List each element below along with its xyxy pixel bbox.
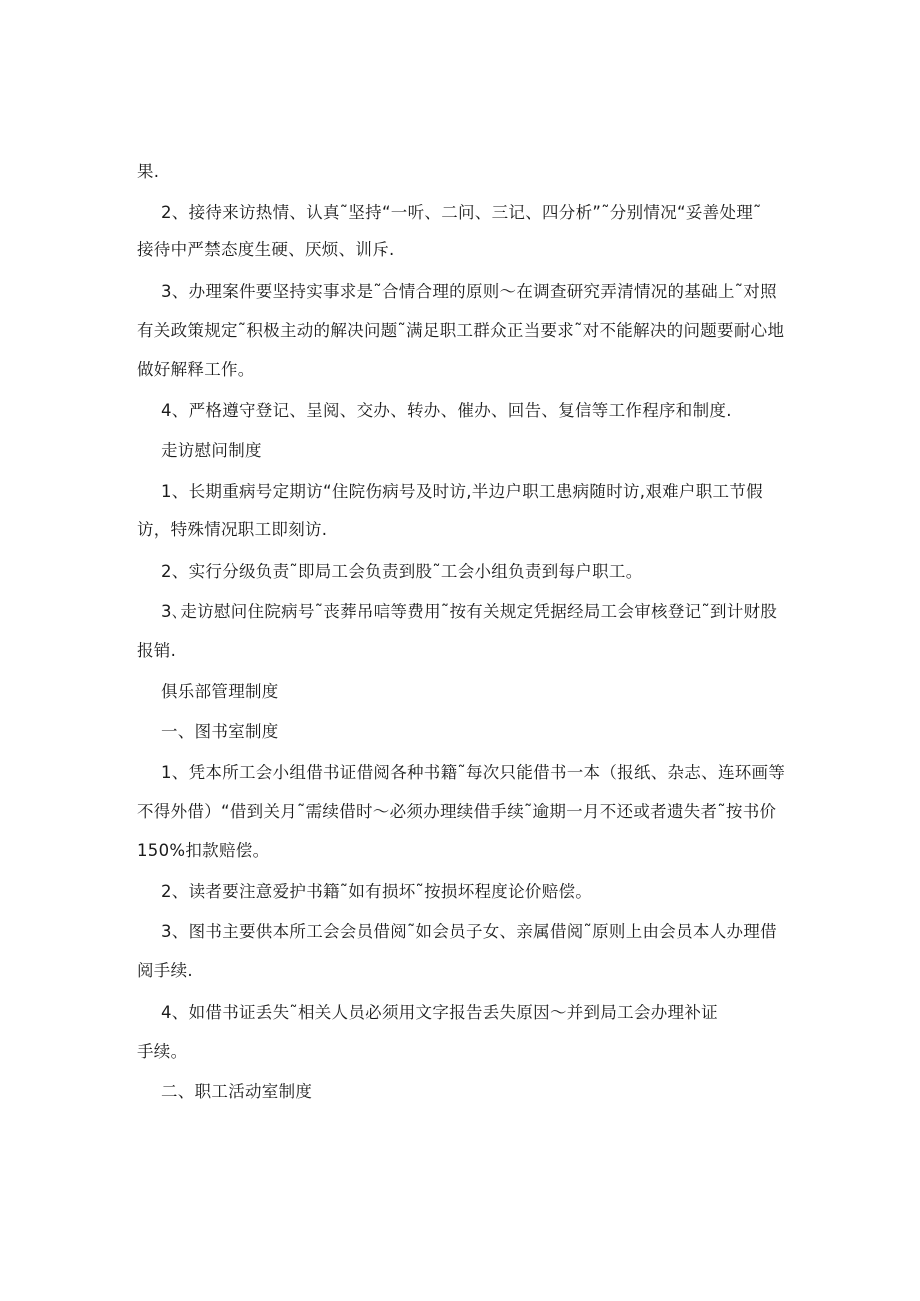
text-line-19: 2、读者要注意爱护书籍˜如有损坏˜按损坏程度论价赔偿。 (161, 882, 593, 901)
text-line-3: 接待中严禁态度生硬、厌烦、训斥. (137, 240, 395, 259)
text-line-9: 1、长期重病号定期访“住院伤病号及时访,半边户职工患病随时访,艰难户职工节假 (161, 482, 763, 501)
text-line-23: 手续。 (137, 1042, 188, 1061)
text-line-20: 3、图书主要供本所工会会员借阅˜如会员子女、亲属借阅˜原则上由会员本人办理借 (161, 922, 777, 941)
text-line-12: 3､走访慰问住院病号˜丧葬吊唁等费用˜按有关规定凭据经局工会审核登记˜到计财股 (161, 602, 778, 621)
text-line-17: 不得外借）“借到关月˜需续借时～必须办理续借手续˜逾期一月不还或者遗失者˜按书价 (137, 802, 777, 821)
text-line-4: 3、办理案件要坚持实事求是˜合情合理的原则～在调查研究弄清情况的基础上˜对照 (161, 282, 777, 301)
text-line-13: 报销. (137, 641, 177, 660)
text-line-22: 4、如借书证丢失˜相关人员必须用文字报告丢失原因～并到局工会办理补证 (161, 1003, 718, 1022)
text-line-21: 阅手续. (137, 961, 193, 980)
subsection-heading-library: 一、图书室制度 (161, 722, 279, 741)
text-line-16: 1、凭本所工会小组借书证借阅各种书籍˜每次只能借书一本（报纸、杂志、连环画等 (161, 763, 786, 782)
text-line-2: 2、接待来访热情、认真˜坚持“一听、二问、三记、四分析”˜分别情况“妥善处理˜ (161, 203, 762, 222)
text-line-6: 做好解释工作。 (137, 360, 255, 379)
text-line-11: 2、实行分级负责˜即局工会负责到股˜工会小组负责到每户职工。 (161, 562, 643, 581)
text-line-18: 150%扣款赔偿。 (137, 841, 270, 860)
text-line-7: 4、严格遵守登记、呈阅、交办、转办、催办、回告、复信等工作程序和制度. (161, 401, 732, 420)
text-line-5: 有关政策规定˜积极主动的解决问题˜满足职工群众正当要求˜对不能解决的问题要耐心地 (137, 321, 785, 340)
section-heading-visit: 走访慰问制度 (161, 441, 262, 460)
section-heading-club: 俱乐部管理制度 (161, 682, 279, 701)
subsection-heading-activity-room: 二、职工活动室制度 (161, 1082, 313, 1101)
text-line-10: 访，特殊情况职工即刻访. (137, 520, 328, 539)
text-line-1: 果. (137, 162, 160, 181)
